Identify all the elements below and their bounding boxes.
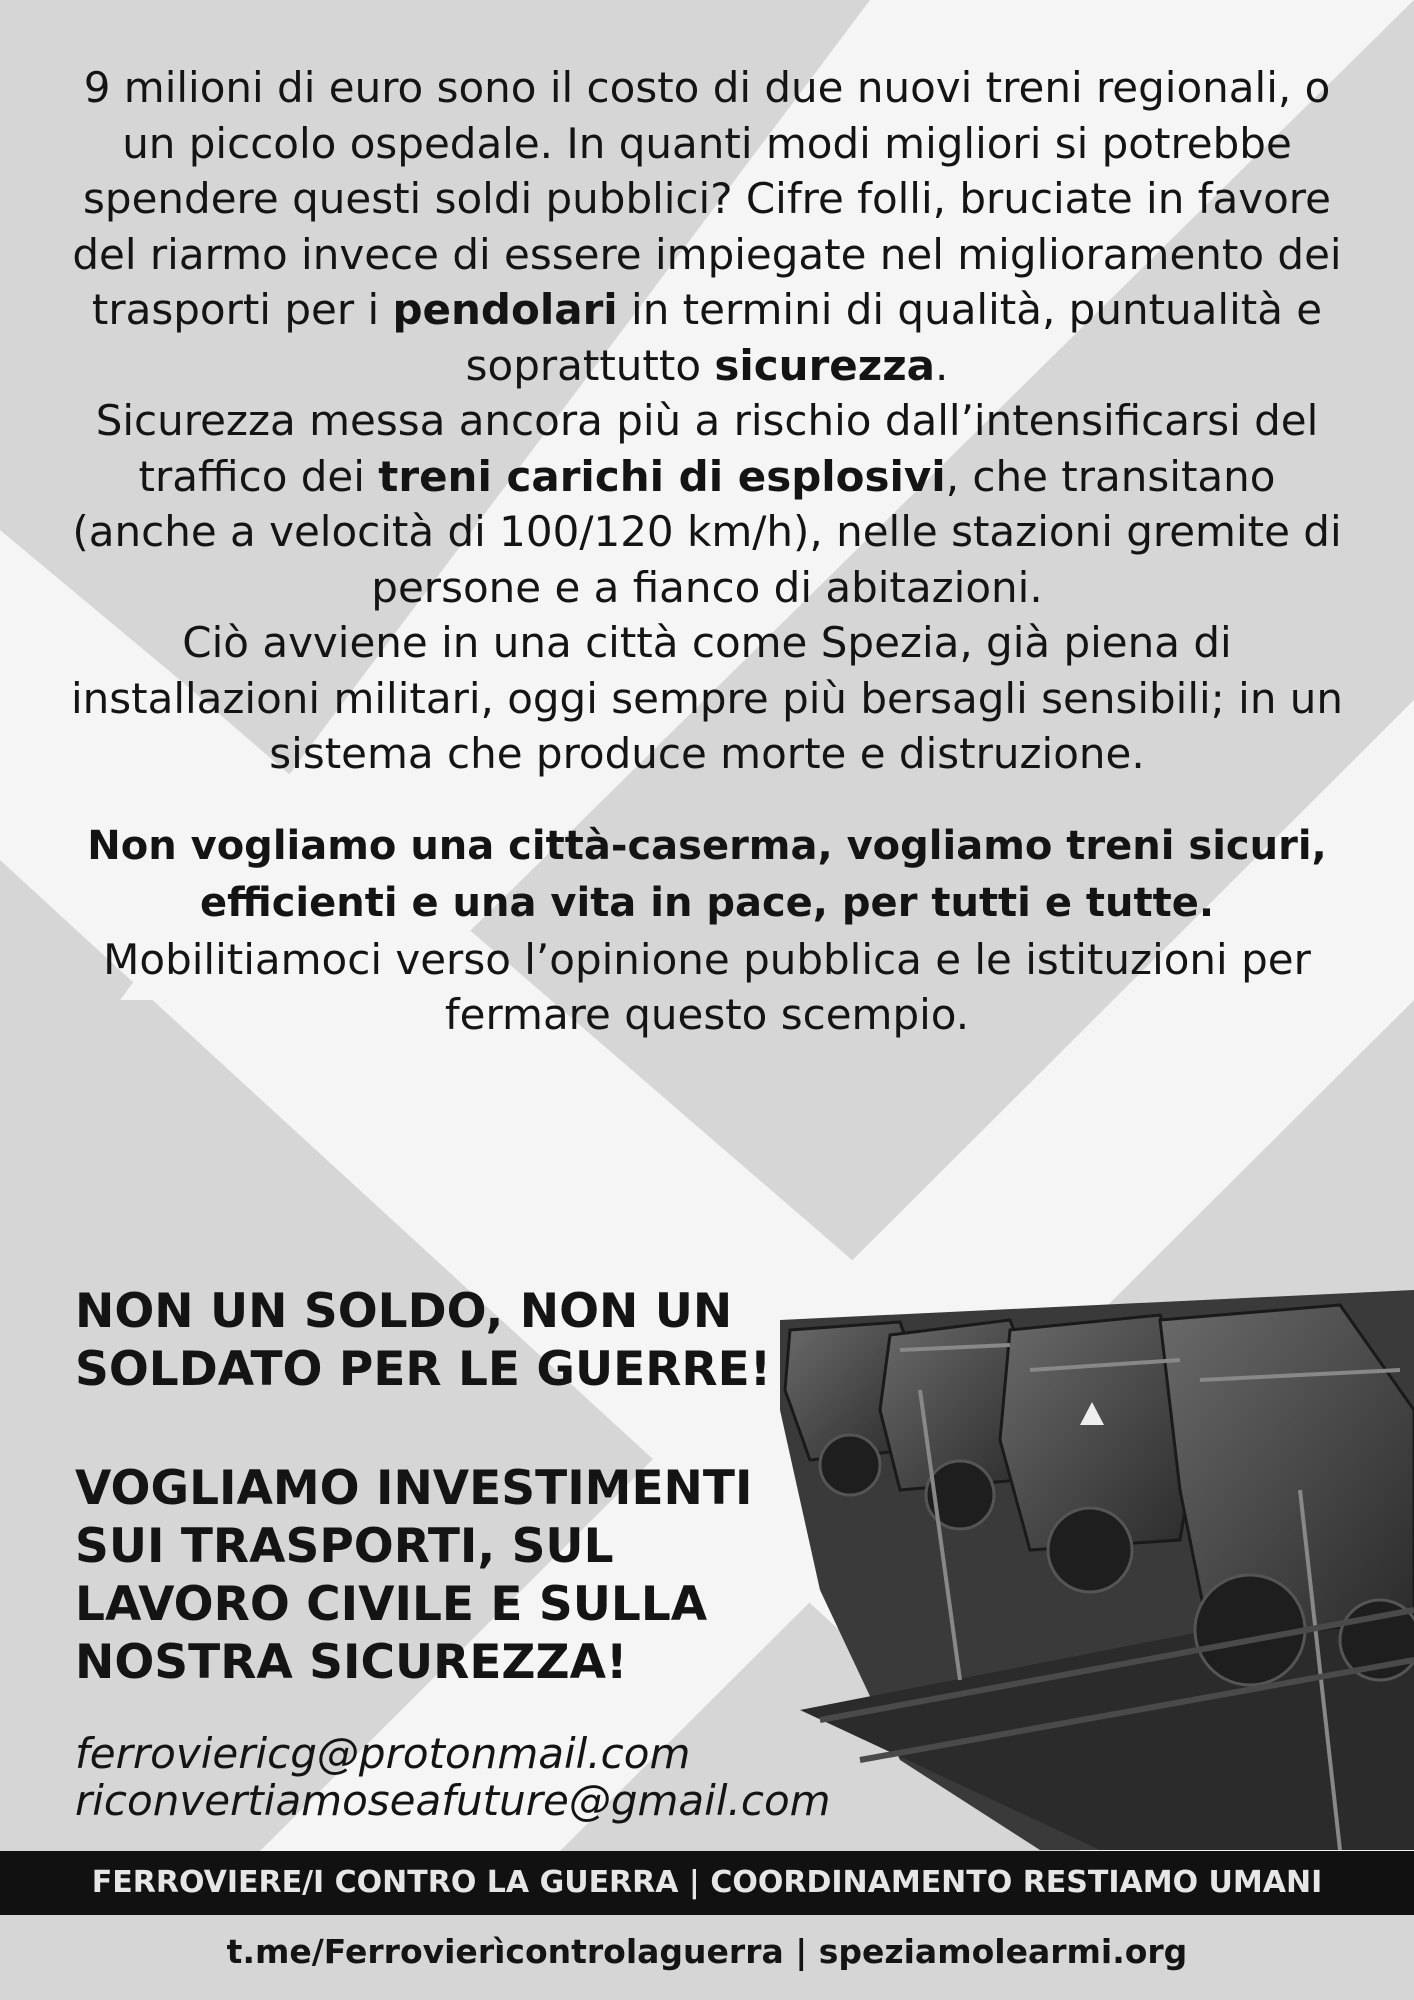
keyword-pendolari: pendolari (392, 285, 618, 334)
military-vehicles-on-train-wagons-icon (780, 1290, 1414, 1850)
slogan-no-money: NON UN SOLDO, NON UN SOLDATO PER LE GUERRE! (75, 1284, 772, 1397)
footer-links[interactable]: t.me/Ferrovierìcontrolaguerra | speziamolearmi.org (226, 1932, 1188, 1971)
email-riconvertiamo[interactable]: riconvertiamoseafuture@gmail.com (75, 1776, 831, 1825)
slogan-investments: VOGLIAMO INVESTIMENTI SUI TRASPORTI, SUL LAVORO CIVILE E SULLA NOSTRA SICUREZZA! (75, 1461, 753, 1690)
paragraph-costs: 9 milioni di euro sono il costo di due nuovi treni regionali, o un piccolo ospedale. In quanti modi migliori si potrebbe spendere questi soldi pubblici? Cifre folli, bruciate in favore del riarmo invece di essere impiegate nel miglioramento dei trasporti per i pendolari in termini di qualità, puntualità e soprattutto sicurezza. (72, 63, 1342, 390)
paragraph-call (70, 817, 1344, 1043)
keyword-sicurezza: sicurezza (714, 340, 936, 390)
organizers-banner: FERROVIERE/I CONTRO LA GUERRA | COORDINAMENTO RESTIAMO UMANI (0, 1851, 1414, 1915)
keyword-explosive-trains: treni carichi di esplosivi (378, 451, 946, 501)
email-ferrovieri[interactable]: ferroviericg@protonmail.com (75, 1729, 691, 1778)
paragraph-spezia: Ciò avviene in una città come Spezia, già piena di installazioni militari, oggi sempre più bersagli sensibili; in un sistema che produce morte e distruzione. (70, 618, 1344, 778)
main-text (70, 60, 1344, 1043)
call-rest: Mobilitiamoci verso l’opinione pubblica e le istituzioni per fermare questo scempio. (103, 934, 1311, 1039)
paragraph-explosives: Sicurezza messa ancora più a rischio dall’intensificarsi del traffico dei treni carichi di esplosivi, che transitano (anche a velocità di 100/120 km/h), nelle stazioni gremite di persone e a fianco di abitazioni. (72, 396, 1342, 612)
call-bold: Non vogliamo una città-caserma, vogliamo treni sicuri, efficienti e una vita in pace, per tutti e tutte. (87, 822, 1327, 926)
contacts (75, 1730, 831, 1824)
